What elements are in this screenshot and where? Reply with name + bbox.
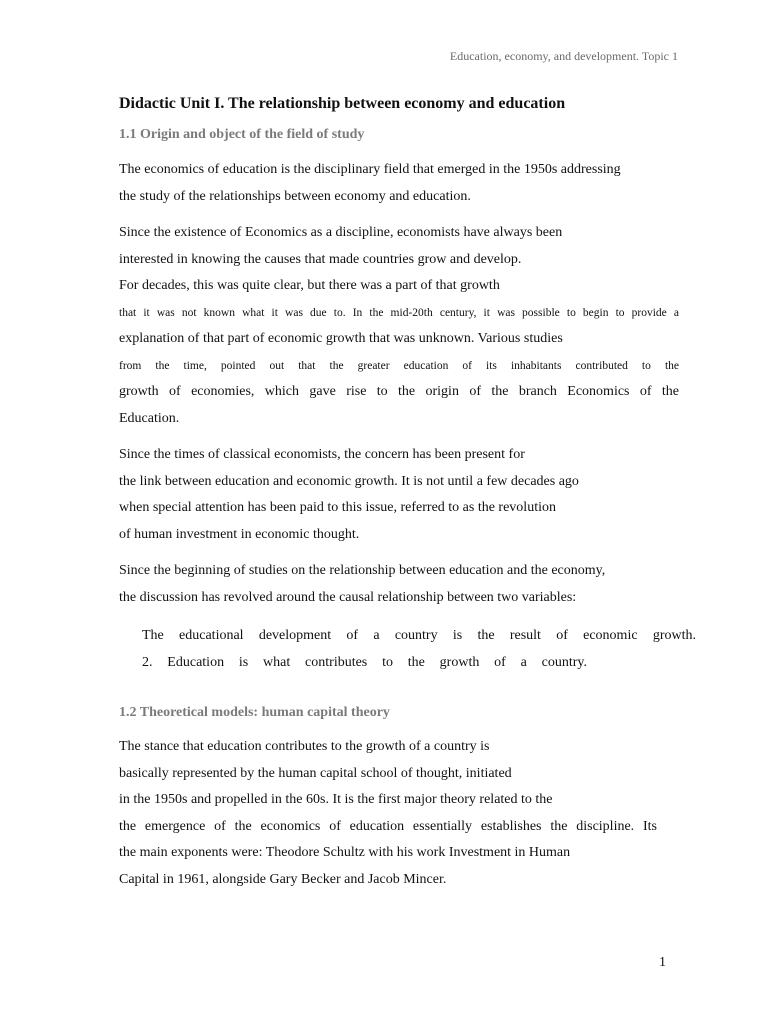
text-line: the emergence of the economics of education essentially establishes the discipline. Its bbox=[119, 818, 657, 834]
text-line: The stance that education contributes to the growth of a country is bbox=[119, 739, 490, 754]
text-line: Since the beginning of studies on the relationship between education and the economy, bbox=[119, 563, 606, 578]
text-line: the main exponents were: Theodore Schultz with his work Investment in Human bbox=[119, 845, 571, 860]
paragraph-causal-relationship bbox=[119, 558, 679, 611]
paragraph-classical-economists bbox=[119, 442, 679, 548]
text-line: explanation of that part of economic growth that was unknown. Various studies bbox=[119, 331, 563, 346]
text-line: growth of economies, which gave rise to the origin of the branch Economics of the bbox=[119, 384, 679, 399]
unit-title: Didactic Unit I. The relationship between economy and education bbox=[119, 95, 566, 112]
text-line: basically represented by the human capital school of thought, initiated bbox=[119, 765, 512, 781]
text-line: the link between education and economic growth. It is not until a few decades ago bbox=[119, 473, 579, 489]
text-line: the study of the relationships between economy and education. bbox=[119, 188, 471, 204]
paragraph-economics-interest bbox=[119, 220, 679, 432]
section-title-1-1: 1.1 Origin and object of the field of study bbox=[119, 127, 365, 142]
text-line: of human investment in economic thought. bbox=[119, 526, 360, 542]
text-line: the discussion has revolved around the causal relationship between two variables: bbox=[119, 589, 577, 605]
running-header: Education, economy, and development. Topic 1 bbox=[449, 49, 678, 63]
paragraph-human-capital bbox=[119, 734, 679, 893]
text-line: Since the existence of Economics as a discipline, economists have always been bbox=[119, 225, 563, 240]
text-line: Since the times of classical economists, the concern has been present for bbox=[119, 447, 525, 462]
text-line: in the 1950s and propelled in the 60s. It is the first major theory related to the bbox=[119, 792, 553, 807]
text-line: Capital in 1961, alongside Gary Becker and Jacob Mincer. bbox=[119, 871, 447, 887]
paragraph-origin bbox=[119, 157, 679, 210]
text-line: when special attention has been paid to this issue, referred to as the revolution bbox=[119, 500, 556, 515]
section-title-1-2: 1.2 Theoretical models: human capital theory bbox=[119, 705, 390, 720]
text-line: The economics of education is the disciplinary field that emerged in the 1950s addressing bbox=[119, 162, 621, 177]
page-content bbox=[119, 90, 696, 893]
text-line: interested in knowing the causes that made countries grow and develop. bbox=[119, 251, 522, 267]
list-item: The educational development of a country is the result of economic growth. bbox=[142, 628, 696, 643]
text-line: that it was not known what it was due to. In the mid-20th century, it was possible to begin to provide a bbox=[119, 306, 679, 319]
text-line: For decades, this was quite clear, but there was a part of that growth bbox=[119, 278, 500, 293]
list-item: 2. Education is what contributes to the growth of a country. bbox=[142, 655, 587, 670]
text-line: Education. bbox=[119, 410, 180, 426]
text-line: from the time, pointed out that the greater education of its inhabitants contributed to the bbox=[119, 359, 679, 372]
variables-list bbox=[142, 622, 696, 676]
page-number: 1 bbox=[659, 955, 666, 970]
